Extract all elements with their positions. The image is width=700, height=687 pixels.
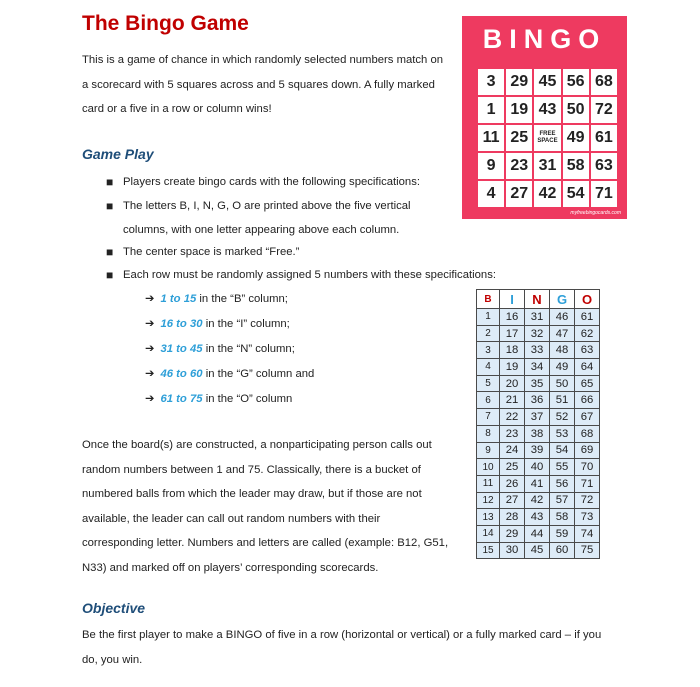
intro-line: card or a five in a row or column wins! — [82, 103, 272, 115]
table-cell: 29 — [500, 525, 525, 542]
card-credit: myfreebingocards.com — [570, 210, 621, 216]
intro-paragraph — [82, 48, 443, 122]
table-row — [477, 542, 600, 559]
range-item: ➔ 46 to 60 in the “G” column and — [145, 368, 315, 380]
bingo-number-table — [476, 289, 600, 559]
table-cell: 36 — [525, 392, 550, 409]
table-cell: 44 — [525, 525, 550, 542]
table-cell: 35 — [525, 375, 550, 392]
intro-line: a scorecard with 5 squares across and 5 squares down. A fully marked — [82, 78, 435, 91]
range-item: ➔ 31 to 45 in the “N” column; — [145, 343, 295, 355]
table-cell: 64 — [575, 359, 600, 376]
card-cell: 29 — [505, 68, 533, 96]
col-header-n: N — [525, 290, 550, 309]
range-item: ➔ 61 to 75 in the “O” column — [145, 393, 293, 405]
table-cell: 72 — [575, 492, 600, 509]
card-cell: 23 — [505, 152, 533, 180]
card-cell: 43 — [533, 96, 561, 124]
table-cell: 46 — [550, 309, 575, 326]
table-cell: 20 — [500, 375, 525, 392]
table-cell: 73 — [575, 509, 600, 526]
table-row — [477, 425, 600, 442]
table-cell: 42 — [525, 492, 550, 509]
objective-paragraph: Be the first player to make a BINGO of five in a row (horizontal or vertical) or a fully marked card – if you do, you win. — [82, 629, 602, 666]
card-cell: 25 — [505, 124, 533, 152]
intro-line: This is a game of chance in which randomly selected numbers match on — [82, 54, 444, 66]
table-cell: 12 — [477, 492, 500, 509]
card-cell: 56 — [562, 68, 590, 96]
table-cell: 19 — [500, 359, 525, 376]
body-paragraph: Once the board(s) are constructed, a nonparticipating person calls out random numbers between 1 and 75. Classically, there is a bucket of numbered balls from which the leader may draw, but if those are not available, the leader can call out random numbers with their corresponding letter. Numbers and letters are called (example: B12, G51, N33) and marked off on players’ corresponding scorecards. — [82, 439, 449, 574]
table-cell: 13 — [477, 509, 500, 526]
table-cell: 53 — [550, 425, 575, 442]
table-cell: 34 — [525, 359, 550, 376]
table-cell: 30 — [500, 542, 525, 559]
card-cell: 19 — [505, 96, 533, 124]
table-row — [477, 392, 600, 409]
table-cell: 10 — [477, 459, 500, 476]
card-cell: 1 — [477, 96, 505, 124]
card-cell: 50 — [562, 96, 590, 124]
table-cell: 37 — [525, 409, 550, 426]
table-cell: 61 — [575, 309, 600, 326]
table-cell: 41 — [525, 475, 550, 492]
table-cell: 71 — [575, 475, 600, 492]
table-cell: 55 — [550, 459, 575, 476]
table-cell: 75 — [575, 542, 600, 559]
table-cell: 40 — [525, 459, 550, 476]
table-cell: 59 — [550, 525, 575, 542]
card-cell: 58 — [562, 152, 590, 180]
table-cell: 11 — [477, 475, 500, 492]
arrow-icon: ➔ — [145, 393, 155, 405]
table-cell: 15 — [477, 542, 500, 559]
range-item: ➔ 16 to 30 in the “I” column; — [145, 318, 290, 330]
table-row — [477, 442, 600, 459]
card-cell: 72 — [590, 96, 618, 124]
table-cell: 22 — [500, 409, 525, 426]
table-cell: 60 — [550, 542, 575, 559]
objective-heading: Objective — [82, 600, 146, 616]
table-cell: 49 — [550, 359, 575, 376]
card-cell: 49 — [562, 124, 590, 152]
bullet-icon: ■ — [106, 245, 114, 259]
col-header-b: B — [477, 290, 500, 309]
card-cell: 45 — [533, 68, 561, 96]
table-cell: 14 — [477, 525, 500, 542]
arrow-icon: ➔ — [145, 293, 155, 305]
table-cell: 24 — [500, 442, 525, 459]
table-cell: 28 — [500, 509, 525, 526]
table-row — [477, 325, 600, 342]
card-cell: 42 — [533, 180, 561, 208]
card-cell: 61 — [590, 124, 618, 152]
bingo-card-title: BINGO — [482, 24, 607, 54]
table-cell: 45 — [525, 542, 550, 559]
table-cell: 38 — [525, 425, 550, 442]
table-row — [477, 359, 600, 376]
col-header-i: I — [500, 290, 525, 309]
table-cell: 31 — [525, 309, 550, 326]
table-row — [477, 409, 600, 426]
table-cell: 27 — [500, 492, 525, 509]
table-cell: 4 — [477, 359, 500, 376]
bullet-icon: ■ — [106, 199, 114, 213]
table-cell: 21 — [500, 392, 525, 409]
table-cell: 66 — [575, 392, 600, 409]
table-cell: 39 — [525, 442, 550, 459]
table-cell: 43 — [525, 509, 550, 526]
card-cell: 27 — [505, 180, 533, 208]
table-cell: 62 — [575, 325, 600, 342]
table-cell: 17 — [500, 325, 525, 342]
bullet-icon: ■ — [106, 268, 114, 282]
table-cell: 32 — [525, 325, 550, 342]
gameplay-heading: Game Play — [82, 146, 154, 162]
table-cell: 48 — [550, 342, 575, 359]
card-cell: 54 — [562, 180, 590, 208]
table-cell: 67 — [575, 409, 600, 426]
table-cell: 33 — [525, 342, 550, 359]
table-cell: 52 — [550, 409, 575, 426]
table-cell: 69 — [575, 442, 600, 459]
table-cell: 68 — [575, 425, 600, 442]
arrow-icon: ➔ — [145, 343, 155, 355]
table-cell: 25 — [500, 459, 525, 476]
table-row — [477, 342, 600, 359]
table-cell: 8 — [477, 425, 500, 442]
table-cell: 16 — [500, 309, 525, 326]
table-row — [477, 492, 600, 509]
table-cell: 1 — [477, 309, 500, 326]
bingo-card — [462, 16, 627, 219]
arrow-icon: ➔ — [145, 368, 155, 380]
table-cell: 7 — [477, 409, 500, 426]
range-item: ➔ 1 to 15 in the “B” column; — [145, 293, 288, 305]
col-header-g: G — [550, 290, 575, 309]
table-cell: 50 — [550, 375, 575, 392]
table-cell: 3 — [477, 342, 500, 359]
table-cell: 6 — [477, 392, 500, 409]
table-cell: 47 — [550, 325, 575, 342]
table-row — [477, 309, 600, 326]
card-cell: 4 — [477, 180, 505, 208]
table-cell: 57 — [550, 492, 575, 509]
table-cell: 5 — [477, 375, 500, 392]
table-cell: 51 — [550, 392, 575, 409]
bingo-card-grid — [476, 67, 619, 209]
table-cell: 54 — [550, 442, 575, 459]
arrow-icon: ➔ — [145, 318, 155, 330]
table-row — [477, 475, 600, 492]
card-cell: 3 — [477, 68, 505, 96]
table-cell: 74 — [575, 525, 600, 542]
table-cell: 23 — [500, 425, 525, 442]
card-cell: 63 — [590, 152, 618, 180]
card-cell: 68 — [590, 68, 618, 96]
table-cell: 70 — [575, 459, 600, 476]
col-header-o: O — [575, 290, 600, 309]
bullet-icon: ■ — [106, 175, 114, 189]
table-cell: 2 — [477, 325, 500, 342]
page-title: The Bingo Game — [82, 12, 249, 35]
table-cell: 18 — [500, 342, 525, 359]
table-row — [477, 459, 600, 476]
table-row — [477, 509, 600, 526]
table-row — [477, 525, 600, 542]
card-cell: 71 — [590, 180, 618, 208]
card-cell: 9 — [477, 152, 505, 180]
table-cell: 9 — [477, 442, 500, 459]
card-cell: 31 — [533, 152, 561, 180]
free-space-cell: FREE SPACE — [533, 124, 561, 152]
table-cell: 26 — [500, 475, 525, 492]
table-row — [477, 375, 600, 392]
table-cell: 58 — [550, 509, 575, 526]
table-cell: 65 — [575, 375, 600, 392]
table-cell: 63 — [575, 342, 600, 359]
table-cell: 56 — [550, 475, 575, 492]
card-cell: 11 — [477, 124, 505, 152]
